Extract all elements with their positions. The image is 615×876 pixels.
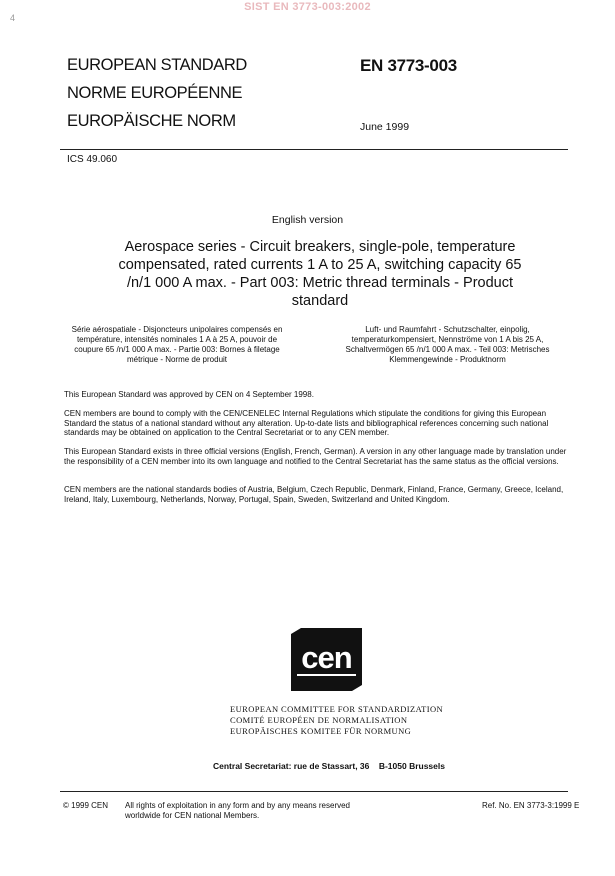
- secretariat-address: Central Secretariat: rue de Stassart, 36 B-1050 Brussels: [213, 761, 445, 771]
- standard-name-de: EUROPÄISCHE NORM: [67, 112, 236, 130]
- standard-number: EN 3773-003: [360, 56, 457, 75]
- title-fr-line: coupure 65 /n/1 000 A max. - Partie 003: Bornes à filetage: [74, 345, 280, 354]
- members-paragraph: CEN members are the national standards bodies of Austria, Belgium, Czech Republic, Denmark, Finland, France, Germany, Greece, Iceland, Ireland, Italy, Luxembourg, Netherlands, Norway, Portugal, Spain, Sweden, Switzerland and United Kingdom.: [64, 485, 564, 504]
- title-line: Aerospace series - Circuit breakers, single-pole, temperature: [124, 239, 516, 255]
- title-line: /n/1 000 A max. - Part 003: Metric thread terminals - Product: [126, 275, 514, 291]
- title-german: [330, 325, 565, 365]
- footer-divider: [60, 791, 568, 792]
- title-line: compensated, rated currents 1 A to 25 A, switching capacity 65: [118, 257, 522, 273]
- org-name-en: EUROPEAN COMMITTEE FOR STANDARDIZATION: [230, 704, 444, 714]
- cen-logo: [291, 628, 362, 691]
- version-label: English version: [271, 214, 344, 226]
- publication-date: June 1999: [360, 121, 410, 133]
- reference-number: Ref. No. EN 3773-3:1999 E: [482, 801, 580, 810]
- title-line: standard: [291, 293, 349, 309]
- standard-name-fr: NORME EUROPÉENNE: [67, 84, 243, 102]
- title-de-line: Klemmengewinde - Produktnorm: [389, 355, 506, 364]
- approval-paragraph: This European Standard was approved by CEN on 4 September 1998.: [64, 390, 314, 399]
- corner-mark: 4: [10, 13, 16, 23]
- copyright: © 1999 CEN: [63, 801, 109, 810]
- ics-code: ICS 49.060: [67, 154, 118, 165]
- title-de-line: Schaltvermögen 65 /n/1 000 A max. - Teil 003: Metrisches: [345, 345, 550, 354]
- title-french: [62, 325, 292, 365]
- regulations-paragraph: CEN members are bound to comply with the CEN/CENELEC Internal Regulations which stipulate the conditions for giving this European Standard the status of a national standard without any alteration. Up-to-date lists and bibliographical references concerning such national standards may be obtained on application to the Central Secretariat or to any CEN member.: [64, 409, 549, 437]
- org-name-fr: COMITÉ EUROPÉEN DE NORMALISATION: [230, 715, 408, 725]
- title-de-line: Luft- und Raumfahrt - Schutzschalter, einpolig,: [365, 325, 530, 334]
- watermark: SIST EN 3773-003:2002: [244, 1, 371, 13]
- versions-paragraph: This European Standard exists in three official versions (English, French, German). A version in any other language made by translation under the responsibility of a CEN member into its own language and notified to the Central Secretariat has the same status as the official versions.: [64, 447, 567, 466]
- title-fr-line: métrique - Norme de produit: [126, 355, 228, 364]
- rights-statement: All rights of exploitation in any form and by any means reserved worldwide for CEN national Members.: [125, 801, 351, 820]
- header-divider: [60, 149, 568, 150]
- title-fr-line: Série aérospatiale - Disjoncteurs unipolaires compensés en: [71, 325, 283, 334]
- document-title: [105, 238, 535, 310]
- title-de-line: temperaturkompensiert, Nennströme von 1 A bis 25 A,: [351, 335, 544, 344]
- org-name-de: EUROPÄISCHES KOMITEE FÜR NORMUNG: [230, 726, 412, 736]
- svg-text:cen: cen: [301, 640, 352, 675]
- standard-name-en: EUROPEAN STANDARD: [67, 56, 247, 74]
- title-fr-line: température, intensités nominales 1 A à 25 A, pouvoir de: [76, 335, 278, 344]
